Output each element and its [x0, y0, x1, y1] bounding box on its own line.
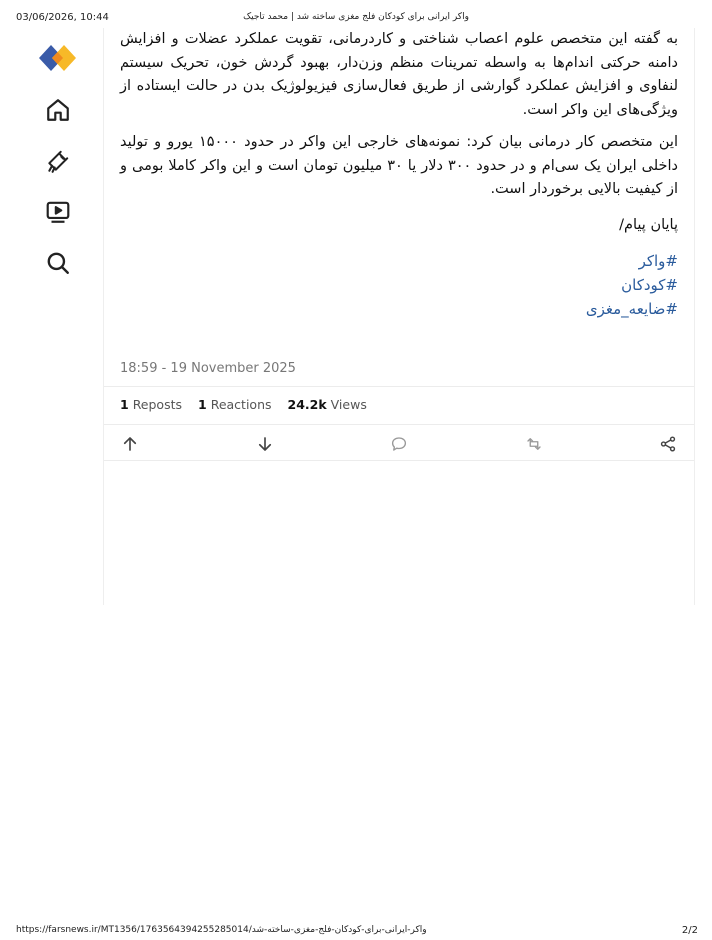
repost-icon[interactable] [524, 434, 544, 454]
hashtag-link[interactable]: #واکر [638, 252, 678, 270]
post-actions [120, 434, 678, 454]
print-header-title: واکر ایرانی برای کودکان فلج مغزی ساخته شد | محمد تاجیک [243, 12, 469, 22]
divider [104, 424, 694, 425]
print-header-date: 03/06/2026, 10:44 [16, 12, 109, 23]
share-icon[interactable] [658, 434, 678, 454]
video-icon[interactable] [36, 190, 80, 234]
logo-icon[interactable] [36, 38, 80, 78]
downvote-icon[interactable] [255, 434, 275, 454]
print-footer-page: 2/2 [681, 925, 698, 936]
divider [104, 386, 694, 387]
article-end-marker: پایان پیام/ [619, 216, 678, 233]
sidebar [36, 38, 80, 292]
post-stats [120, 397, 367, 412]
megaphone-icon[interactable] [36, 139, 80, 183]
article-body [104, 28, 694, 237]
print-footer-url: https://farsnews.ir/MT1356/1763564394255285014/واکر-ایرانی-برای-کودکان-فلج-مغزی-ساخته-شد [16, 925, 427, 935]
upvote-icon[interactable] [120, 434, 140, 454]
comment-icon[interactable] [389, 434, 409, 454]
views-stat: 24.2k Views [287, 397, 367, 412]
hashtag-list [104, 249, 694, 321]
post-content [103, 28, 695, 605]
article-paragraph: به گفته این متخصص علوم اعصاب شناختی و کاردرمانی، تقویت عملکرد عضلات و افزایش دامنه حرکتی اندام‌ها به واسطه تمرینات منظم وزن‌دار، بهبود گردش خون، تحریک سیستم لنفاوی و افزایش عملکرد گوارشی از طریق فعال‌سازی فیزیولوژیک بدن در حالت ایستاده از ویژگی‌های این واکر است. [120, 31, 678, 118]
home-icon[interactable] [36, 88, 80, 132]
article-paragraph: این متخصص کار درمانی بیان کرد: نمونه‌های خارجی این واکر در حدود ۱۵۰۰۰ یورو و تولید داخلی ایران یک سی‌ام و در حدود ۳۰۰ دلار یا ۳۰ میلیون تومان است و این واکر کاملا بومی و از کیفیت بالایی برخوردار است. [120, 134, 679, 197]
search-icon[interactable] [36, 241, 80, 285]
reactions-stat[interactable]: 1 Reactions [198, 397, 272, 412]
hashtag-link[interactable]: #ضایعه_مغزی [585, 300, 678, 318]
divider [104, 460, 694, 461]
post-timestamp: 18:59 - 19 November 2025 [120, 361, 296, 376]
hashtag-link[interactable]: #کودکان [621, 276, 678, 294]
reposts-stat[interactable]: 1 Reposts [120, 397, 183, 412]
